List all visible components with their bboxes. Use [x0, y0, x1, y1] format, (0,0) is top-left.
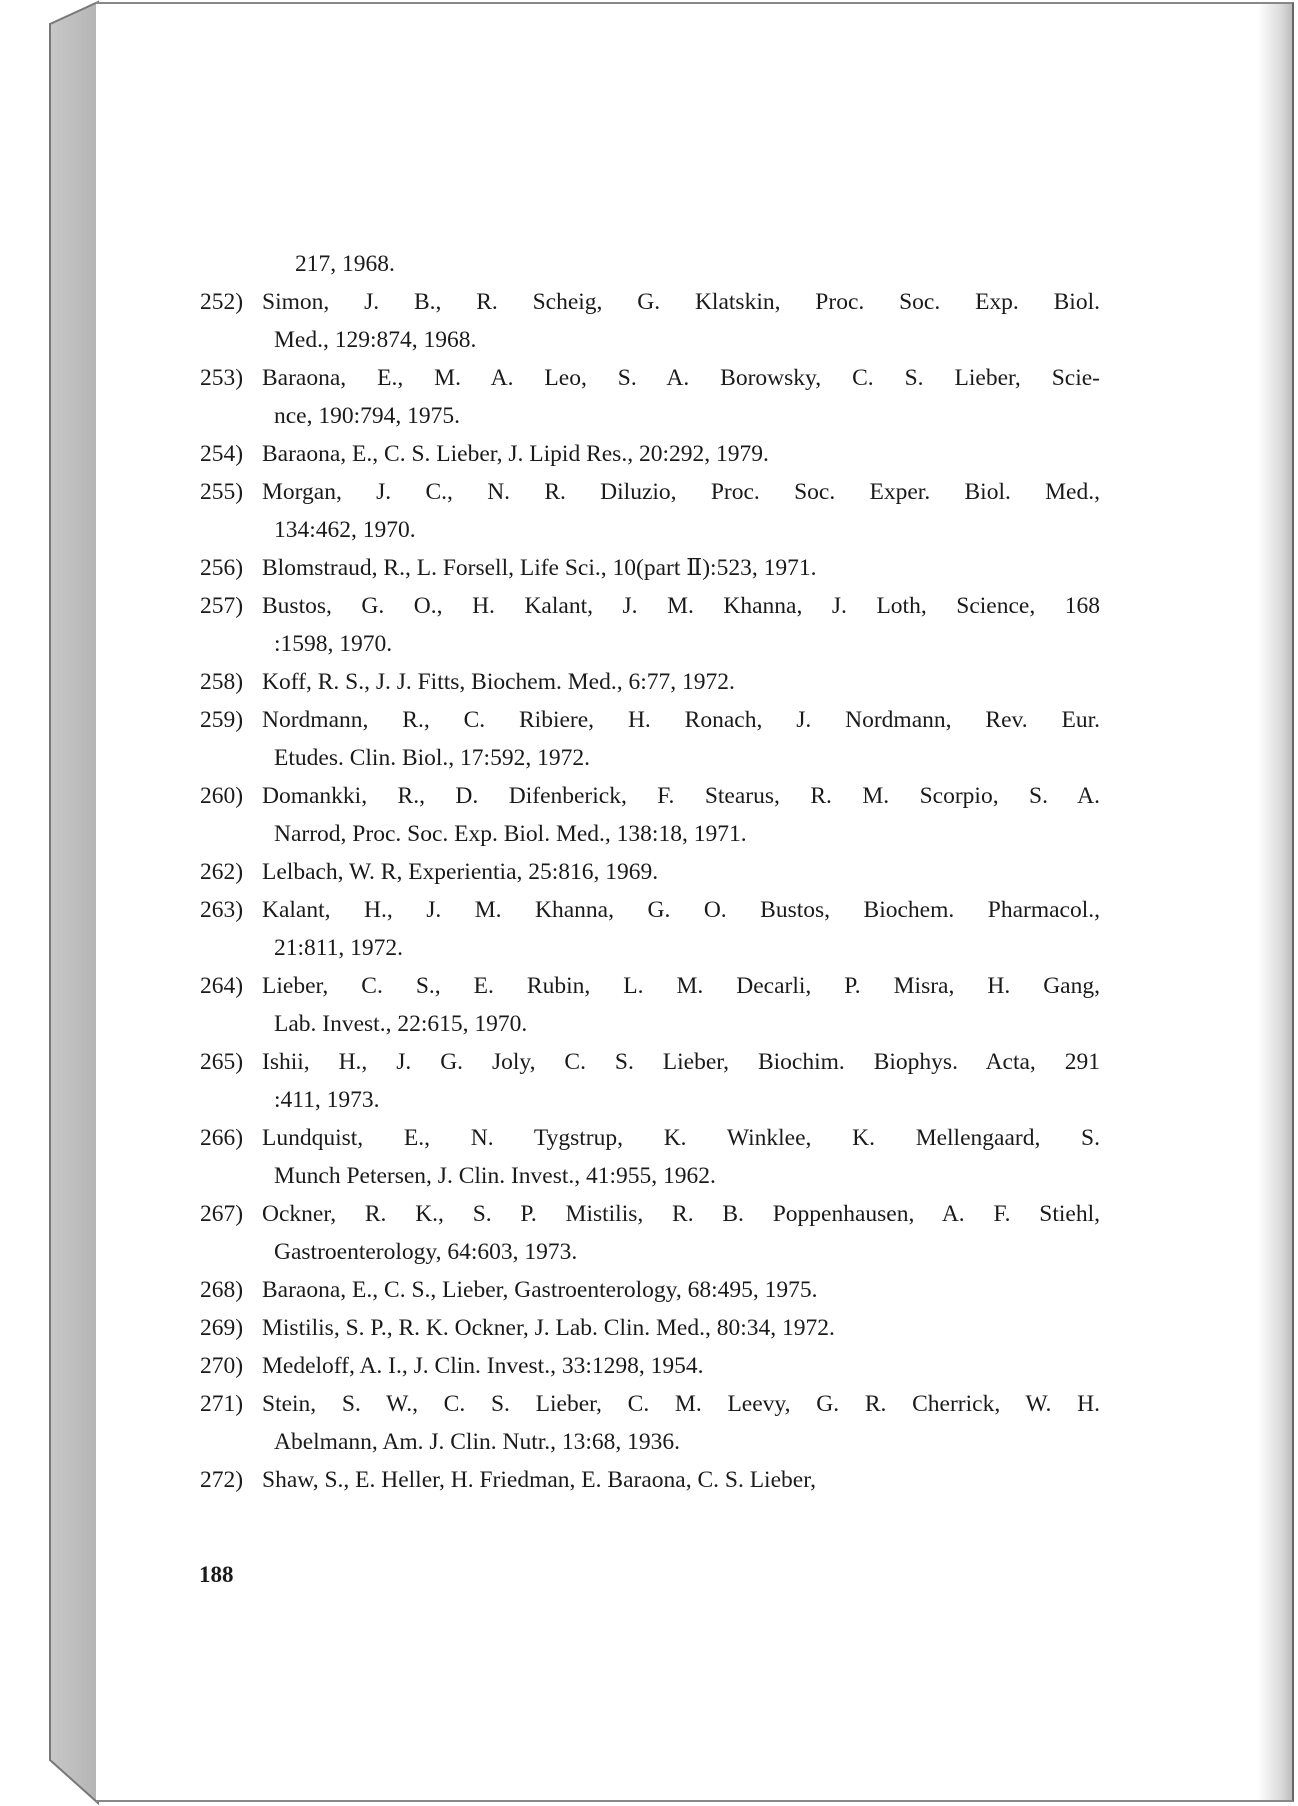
reference-continuation-line: Abelmann, Am. J. Clin. Nutr., 13:68, 1936. — [274, 1429, 681, 1455]
reference-number: 268) — [200, 1277, 244, 1303]
reference-entry — [200, 1195, 1100, 1271]
reference-entry — [200, 359, 1100, 435]
reference-number: 262) — [200, 859, 244, 885]
page-number: 188 — [199, 1562, 234, 1587]
reference-list — [200, 245, 1100, 1499]
reference-line: Kalant, H., J. M. Khanna, G. O. Bustos, Biochem. Pharmacol., — [262, 897, 1100, 923]
reference-number: 263) — [200, 897, 244, 923]
reference-line: Lundquist, E., N. Tygstrup, K. Winklee, K. Mellengaard, S. — [262, 1125, 1100, 1151]
reference-continuation-line: :411, 1973. — [274, 1087, 380, 1113]
reference-entry — [200, 777, 1100, 853]
reference-number: 271) — [200, 1391, 244, 1417]
reference-number: 254) — [200, 441, 244, 467]
reference-number: 266) — [200, 1125, 244, 1151]
reference-number: 267) — [200, 1201, 244, 1227]
reference-line: Baraona, E., M. A. Leo, S. A. Borowsky, C. S. Lieber, Scie- — [262, 365, 1100, 391]
reference-continuation-line: Narrod, Proc. Soc. Exp. Biol. Med., 138:18, 1971. — [274, 821, 747, 847]
reference-line: Baraona, E., C. S. Lieber, J. Lipid Res., 20:292, 1979. — [262, 441, 769, 467]
reference-entry — [200, 1309, 1100, 1347]
reference-continuation-line: 134:462, 1970. — [274, 517, 416, 543]
continuation-line: 217, 1968. — [295, 251, 395, 277]
reference-continuation-line: Munch Petersen, J. Clin. Invest., 41:955, 1962. — [274, 1163, 716, 1189]
reference-continuation-line: :1598, 1970. — [274, 631, 393, 657]
reference-entry — [200, 1461, 1100, 1499]
reference-number: 264) — [200, 973, 244, 999]
reference-line: Lelbach, W. R, Experientia, 25:816, 1969. — [262, 859, 659, 885]
page-edge-shadow — [1258, 4, 1292, 1800]
reference-entry — [200, 1347, 1100, 1385]
reference-continuation-line: Gastroenterology, 64:603, 1973. — [274, 1239, 578, 1265]
reference-line: Domankki, R., D. Difenberick, F. Stearus, R. M. Scorpio, S. A. — [262, 783, 1100, 809]
reference-line: Simon, J. B., R. Scheig, G. Klatskin, Proc. Soc. Exp. Biol. — [262, 289, 1100, 315]
reference-entry — [200, 435, 1100, 473]
reference-entry — [200, 701, 1100, 777]
reference-entry — [200, 283, 1100, 359]
reference-entry — [200, 1119, 1100, 1195]
reference-number: 253) — [200, 365, 244, 391]
reference-line: Ockner, R. K., S. P. Mistilis, R. B. Poppenhausen, A. F. Stiehl, — [262, 1201, 1100, 1227]
reference-number: 256) — [200, 555, 244, 581]
reference-entry — [200, 473, 1100, 549]
reference-line: Medeloff, A. I., J. Clin. Invest., 33:1298, 1954. — [262, 1353, 704, 1379]
reference-number: 272) — [200, 1467, 244, 1493]
reference-entry — [200, 1043, 1100, 1119]
reference-number: 259) — [200, 707, 244, 733]
reference-continuation-line: Etudes. Clin. Biol., 17:592, 1972. — [274, 745, 590, 771]
reference-number: 260) — [200, 783, 244, 809]
reference-entries — [200, 283, 1100, 1499]
reference-continuation-line: Lab. Invest., 22:615, 1970. — [274, 1011, 528, 1037]
reference-number: 252) — [200, 289, 244, 315]
reference-number: 265) — [200, 1049, 244, 1075]
reference-line: Koff, R. S., J. J. Fitts, Biochem. Med., 6:77, 1972. — [262, 669, 735, 695]
reference-continuation-line: 21:811, 1972. — [274, 935, 404, 961]
reference-continuation-line: Med., 129:874, 1968. — [274, 327, 477, 353]
reference-line: Blomstraud, R., L. Forsell, Life Sci., 10(part Ⅱ):523, 1971. — [262, 555, 817, 581]
reference-entry — [200, 1385, 1100, 1461]
reference-line: Baraona, E., C. S., Lieber, Gastroenterology, 68:495, 1975. — [262, 1277, 818, 1303]
reference-number: 270) — [200, 1353, 244, 1379]
reference-continuation-line: nce, 190:794, 1975. — [274, 403, 461, 429]
reference-entry — [200, 891, 1100, 967]
reference-entry — [200, 663, 1100, 701]
reference-entry — [200, 967, 1100, 1043]
reference-line: Lieber, C. S., E. Rubin, L. M. Decarli, P. Misra, H. Gang, — [262, 973, 1100, 999]
reference-number: 255) — [200, 479, 244, 505]
reference-entry — [200, 853, 1100, 891]
reference-entry — [200, 587, 1100, 663]
reference-number: 258) — [200, 669, 244, 695]
reference-entry — [200, 549, 1100, 587]
reference-line: Nordmann, R., C. Ribiere, H. Ronach, J. Nordmann, Rev. Eur. — [262, 707, 1100, 733]
reference-line: Mistilis, S. P., R. K. Ockner, J. Lab. Clin. Med., 80:34, 1972. — [262, 1315, 835, 1341]
reference-line: Morgan, J. C., N. R. Diluzio, Proc. Soc. Exper. Biol. Med., — [262, 479, 1100, 505]
reference-entry — [200, 1271, 1100, 1309]
reference-number: 257) — [200, 593, 244, 619]
reference-line: Bustos, G. O., H. Kalant, J. M. Khanna, J. Loth, Science, 168 — [262, 593, 1100, 619]
reference-number: 269) — [200, 1315, 244, 1341]
reference-line: Stein, S. W., C. S. Lieber, C. M. Leevy, G. R. Cherrick, W. H. — [262, 1391, 1100, 1417]
reference-line: Ishii, H., J. G. Joly, C. S. Lieber, Biochim. Biophys. Acta, 291 — [262, 1049, 1100, 1075]
reference-line: Shaw, S., E. Heller, H. Friedman, E. Baraona, C. S. Lieber, — [262, 1467, 816, 1493]
